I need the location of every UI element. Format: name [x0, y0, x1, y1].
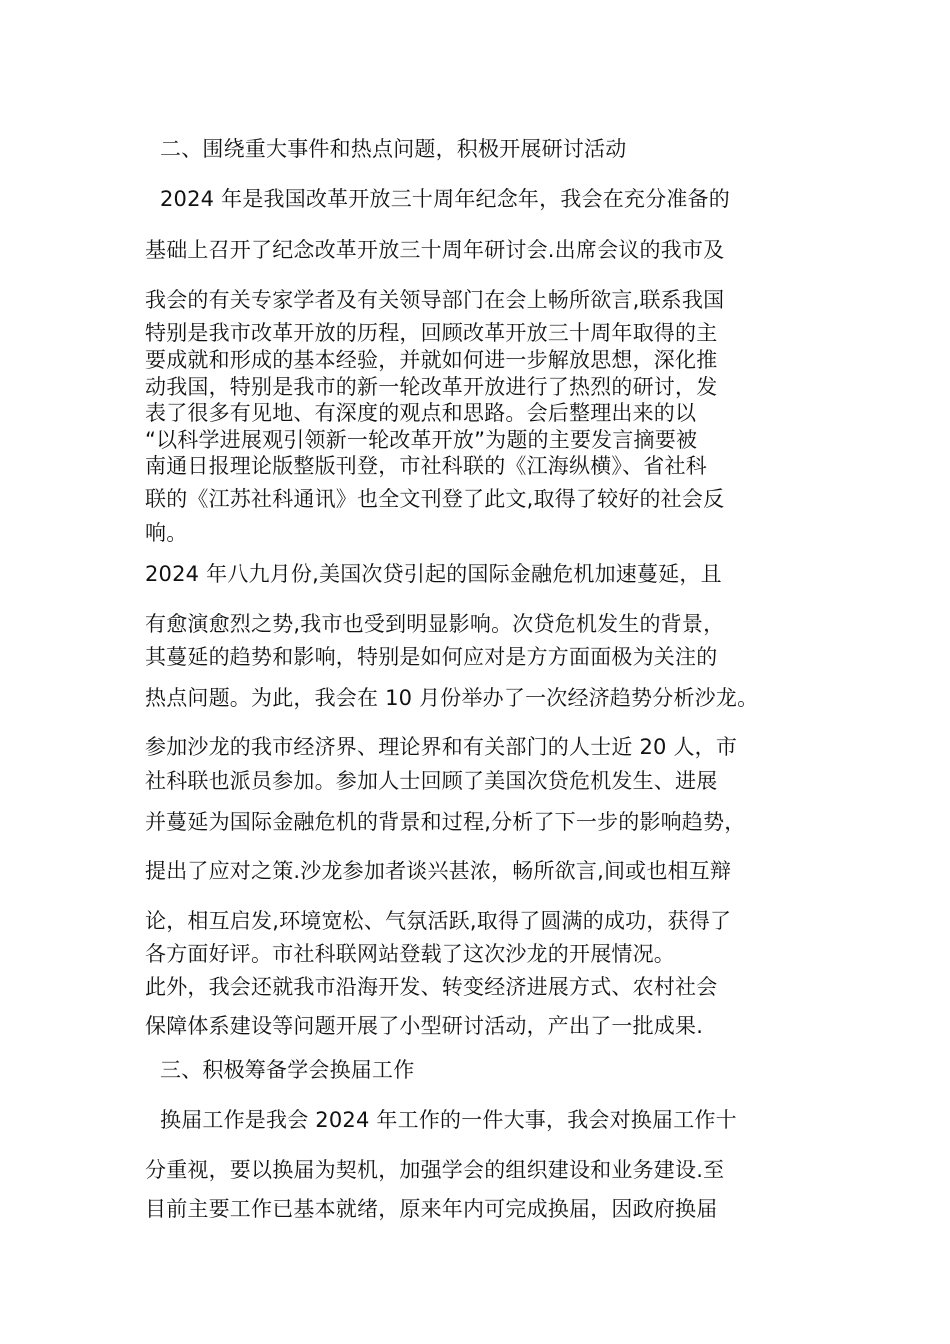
paragraph-line: 我会的有关专家学者及有关领导部门在会上畅所欲言,联系我国	[145, 288, 725, 312]
paragraph-line: 参加沙龙的我市经济界、理论界和有关部门的人士近 20 人，市	[145, 735, 738, 759]
paragraph-line: 响。	[145, 521, 188, 545]
paragraph-line: 目前主要工作已基本就绪，原来年内可完成换届，因政府换届	[145, 1197, 718, 1221]
paragraph-line: 分重视，要以换届为契机，加强学会的组织建设和业务建设.至	[145, 1158, 725, 1182]
paragraph-line: 要成就和形成的基本经验，并就如何进一步解放思想，深化推	[145, 348, 718, 372]
paragraph-line: 基础上召开了纪念改革开放三十周年研讨会.出席会议的我市及	[145, 238, 725, 262]
paragraph-line: 有愈演愈烈之势,我市也受到明显影响。次贷危机发生的背景，	[145, 612, 725, 636]
paragraph-line: 论，相互启发,环境宽松、气氛活跃,取得了圆满的成功，获得了	[145, 909, 732, 933]
paragraph-line: 并蔓延为国际金融危机的背景和过程,分析了下一步的影响趋势，	[145, 810, 746, 834]
paragraph-line: 南通日报理论版整版刊登，市社科联的《江海纵横》、省社科	[145, 454, 707, 478]
paragraph-line: 表了很多有见地、有深度的观点和思路。会后整理出来的以	[145, 401, 697, 425]
paragraph-line: 此外，我会还就我市沿海开发、转变经济进展方式、农村社会	[145, 975, 718, 999]
paragraph-line: 提出了应对之策.沙龙参加者谈兴甚浓，畅所欲言,间或也相互辩	[145, 859, 732, 883]
section-heading-3: 三、积极筹备学会换届工作	[160, 1058, 415, 1082]
paragraph-line: 2024 年是我国改革开放三十周年纪念年，我会在充分准备的	[160, 187, 730, 211]
paragraph-line: 换届工作是我会 2024 年工作的一件大事，我会对换届工作十	[160, 1108, 737, 1132]
paragraph-line: 2024 年八九月份,美国次贷引起的国际金融危机加速蔓延，且	[145, 562, 722, 586]
section-heading-2: 二、围绕重大事件和热点问题，积极开展研讨活动	[160, 137, 627, 161]
paragraph-line: 各方面好评。市社科联网站登载了这次沙龙的开展情况。	[145, 942, 675, 966]
paragraph-line: 特别是我市改革开放的历程，回顾改革开放三十周年取得的主	[145, 321, 718, 345]
paragraph-line: 其蔓延的趋势和影响，特别是如何应对是方方面面极为关注的	[145, 645, 718, 669]
paragraph-line: 热点问题。为此，我会在 10 月份举办了一次经济趋势分析沙龙。	[145, 686, 759, 710]
paragraph-line: 社科联也派员参加。参加人士回顾了美国次贷危机发生、进展	[145, 769, 718, 793]
paragraph-line: 动我国，特别是我市的新一轮改革开放进行了热烈的研讨，发	[145, 375, 718, 399]
paragraph-line: “以科学进展观引领新一轮改革开放”为题的主要发言摘要被	[145, 428, 698, 452]
paragraph-line: 保障体系建设等问题开展了小型研讨活动，产出了一批成果.	[145, 1014, 704, 1038]
paragraph-line: 联的《江苏社科通讯》也全文刊登了此文,取得了较好的社会反	[145, 487, 725, 511]
